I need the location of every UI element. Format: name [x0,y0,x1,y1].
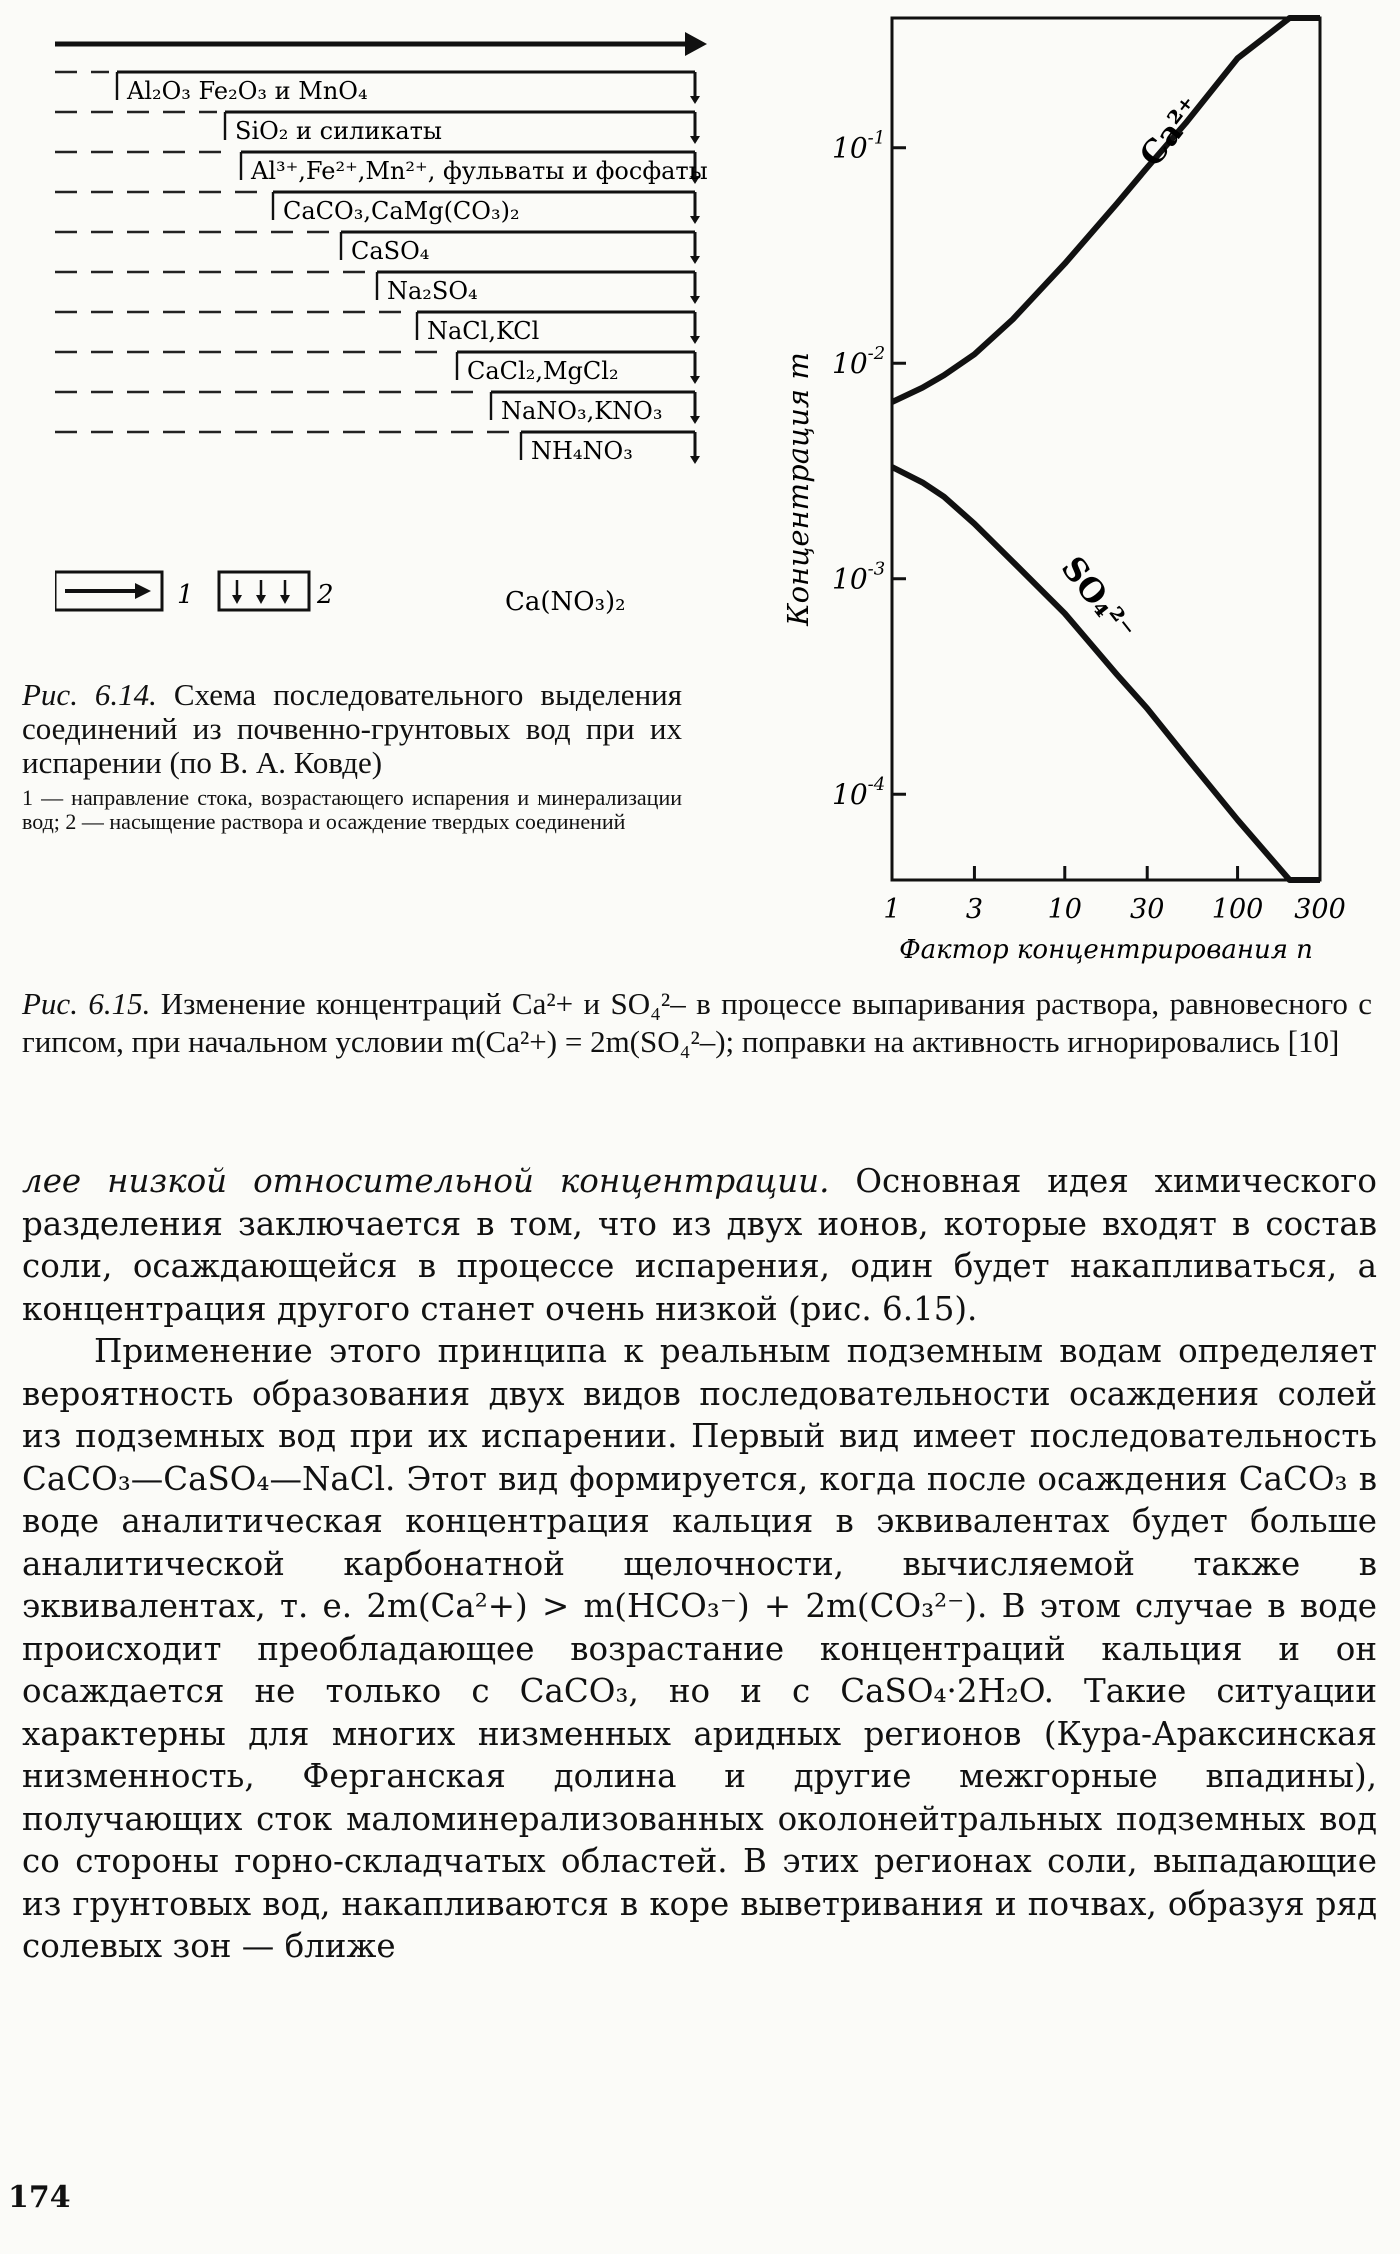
body-text [22,1160,1377,1968]
paragraph-1-italic: лее низкой относительной концентрации. [22,1162,830,1200]
page-number: 174 [8,2180,71,2215]
row-label: CaSO₄ [351,237,430,265]
row-end-arrowhead [690,216,700,224]
x-tick-label: 300 [1294,894,1346,925]
y-tick-label: $10^{-4}$ [832,774,886,812]
y-tick-label: $10^{-1}$ [832,127,886,165]
x-tick-label: 100 [1211,894,1264,925]
paragraph-2: Применение этого принципа к реальным подземным водам определяет вероятность образования двух видов последовательности осаждения солей из подземных вод при их испарении. Первый вид имеет последовательность CaCO₃—CaSO₄—NaCl. Этот вид формируется, когда после осаждения CaCO₃ в воде аналитическая концентрация кальция в эквивалентах будет больше аналитической карбонатной щелочности, вычисляемой также в эквивалентах, т. е. 2m(Ca²+) > m(HCO₃⁻) + 2m(CO₃²⁻). В этом случае в воде происходит преобладающее возрастание концентраций кальция и он осаждается не только с CaCO₃, но и с CaSO₄·2H₂O. Такие ситуации характерны для многих низменных аридных регионов (Кура-Араксинская низменность, Ферганская долина и другие межгорные впадины), получающих сток маломинерализованных околонейтральных подземных вод со стороны горно-складчатых областей. В этих регионах соли, выпадающие из грунтовых вод, накапливаются в коре выветривания и почвах, образуя ряд солевых зон — ближе [22,1332,1377,1965]
paragraph-1 [22,1160,1377,1330]
legend-2-arrowhead [280,595,290,604]
y-tick-label: $10^{-2}$ [832,343,886,381]
row-end-arrowhead [690,376,700,384]
row-end-arrowhead [690,336,700,344]
legend-2-box [219,572,309,610]
y-tick-label: $10^{-3}$ [832,558,886,596]
flow-arrow-head [685,32,707,56]
row-label: Al₂O₃ Fe₂O₃ и MnO₄ [127,77,368,105]
legend-1-arrow-head [135,583,151,599]
y-axis-label: Концентрация m [781,352,815,626]
row-label: CaCl₂,MgCl₂ [467,357,619,385]
series-label-so4: SO₄²⁻ [1053,549,1143,649]
series-line-so4 [892,467,1320,880]
paragraph-1-text: Основная идея химического разделения заключается в том, что из двух ионов, которые входят в состав соли, осаждающейся в процессе испарения, один будет накапливаться, а концентрация другого станет очень низкой (рис. 6.15). [22,1162,1377,1328]
caption-note: 1 — направление стока, возрастающего испарения и минерализации вод; 2 — насыщение раствора и осаждение твердых соединений [22,785,682,834]
row-end-arrowhead [690,456,700,464]
caption-text: Схема последовательного выделения соединений из почвенно-грунтовых вод при их испарении (по В. А. Ковде) [22,677,683,780]
row-label: NH₄NO₃ [531,437,633,465]
row-label: CaCO₃,CaMg(CO₃)₂ [283,197,520,225]
plot-frame [892,18,1320,880]
caption-text: Изменение концентраций Ca²+ и SO₄²– в процессе выпаривания раствора, равновесного с гипсом, при начальном условии m(Ca²+) = 2m(SO₄²–); поправки на активность игнорировались [10] [22,986,1372,1059]
row-label: Na₂SO₄ [387,277,478,305]
figure-6-14-scheme [55,20,715,660]
row-end-arrowhead [690,96,700,104]
row-end-arrowhead [690,256,700,264]
legend-1-label: 1 [177,580,194,610]
legend-2-arrowhead [232,595,242,604]
row-end-arrowhead [690,416,700,424]
figure-6-15-chart [780,0,1360,975]
row-label: SiO₂ и силикаты [235,117,443,145]
row-label: NaCl,KCl [427,317,540,345]
caption-prefix: Рис. 6.14. [22,677,157,712]
figure-6-15-caption [22,985,1372,1061]
figure-6-14-caption [22,678,682,834]
legend-2-label: 2 [317,580,334,610]
series-label-ca: Ca²⁺ [1131,89,1210,174]
caption-prefix: Рис. 6.15. [22,986,151,1021]
x-tick-label: 30 [1130,894,1165,925]
row-end-arrowhead [690,136,700,144]
row-label: NaNO₃,KNO₃ [501,397,663,425]
row-label-extra: Ca(NO₃)₂ [505,587,626,617]
x-tick-label: 3 [965,894,984,925]
x-axis-label: Фактор концентрирования n [899,935,1313,965]
row-end-arrowhead [690,296,700,304]
x-tick-label: 10 [1047,894,1082,925]
series-line-ca [892,18,1320,402]
row-label: Al³⁺,Fe²⁺,Mn²⁺, фульваты и фосфаты [251,157,708,185]
x-tick-label: 1 [883,894,901,925]
legend-2-arrowhead [256,595,266,604]
